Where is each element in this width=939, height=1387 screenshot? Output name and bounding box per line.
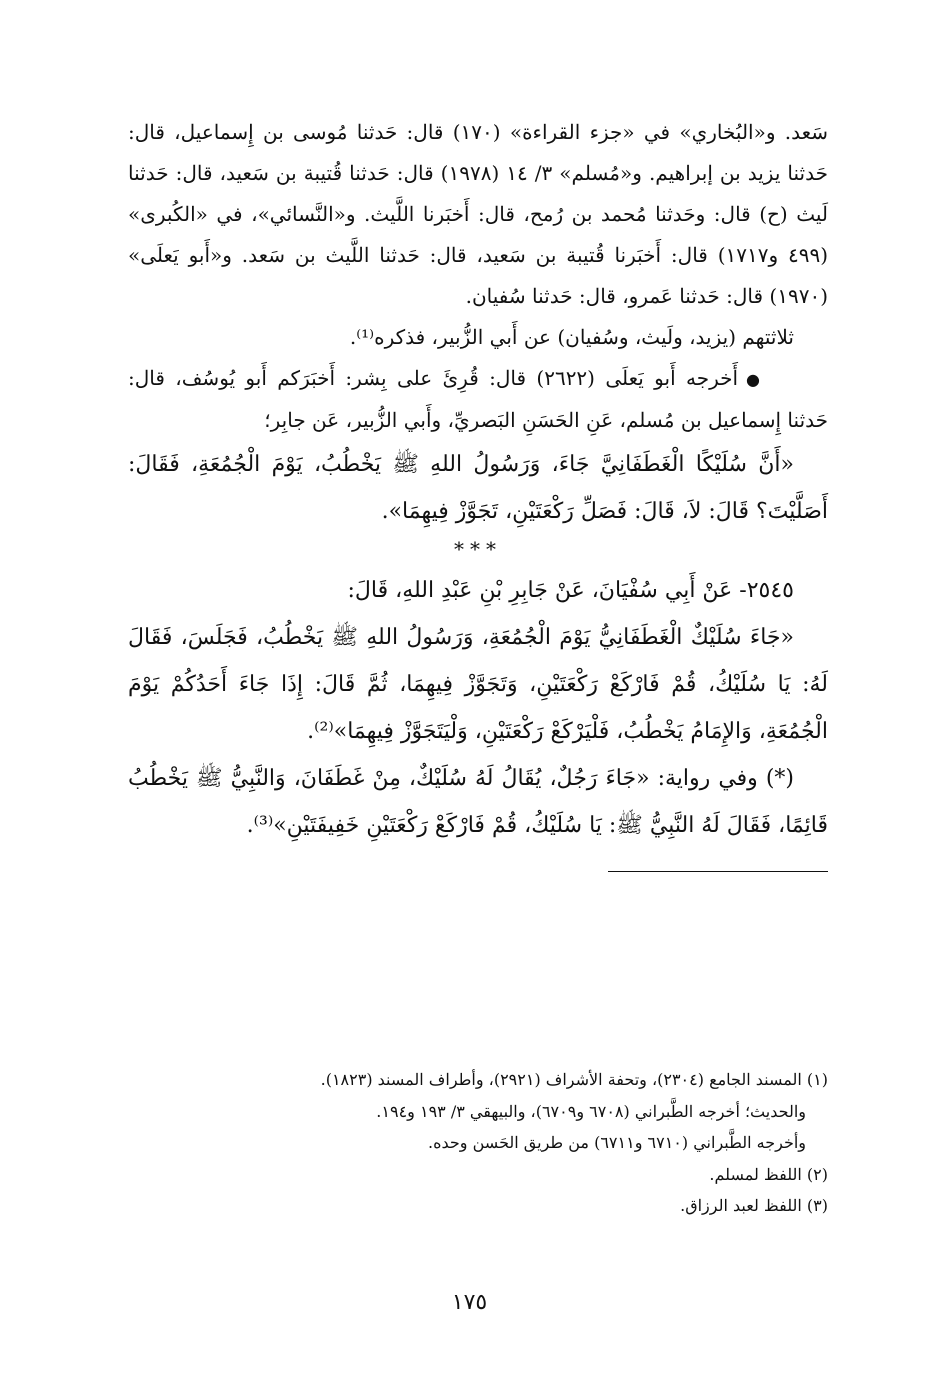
body-text <box>128 112 828 849</box>
hadith-heading-2545: ٢٥٤٥- عَنْ أَبِي سُفْيَانَ، عَنْ جَابِرِ بْنِ عَبْدِ اللهِ، قَالَ: <box>347 578 794 603</box>
main-text-block <box>128 112 828 872</box>
paragraph-abu-yala-text: أَخرجه أَبو يَعلَى (٢٦٢٢) قال: قُرِئَ على بِشر: أَخبَرَكم أَبو يُوسُف، قال: حَدثنا إِسماعيل بن مُسلم، عَنِ الحَسَنِ البَصريِّ، وأَبي الزُّبير، عَن جابِر؛ <box>128 366 828 432</box>
page-number: ١٧٥ <box>451 1290 488 1315</box>
footnote-1-continued: والحديث؛ أخرجه الطَّبراني (٦٧٠٨ و٦٧٠٩)، والبيهقي ٣/ ١٩٣ و١٩٤. <box>376 1101 806 1121</box>
footnote-1: (١) المسند الجامع (٢٣٠٤)، وتحفة الأشراف (٢٩٢١)، وأطراف المسند (١٨٢٣). <box>320 1070 828 1089</box>
hadith-text-2545: «جَاءَ سُلَيْكٌ الْغَطَفَانِيُّ يَوْمَ الْجُمُعَةِ، وَرَسُولُ اللهِ ﷺ يَخْطُبُ، فَجَلَسَ، فَقَالَ لَهُ: يَا سُلَيْكُ، قُمْ فَارْكَعْ رَكْعَتَيْنِ، وَتَجَوَّزْ فِيهِمَا، ثُمَّ قَالَ: إِذَا جَاءَ أَحَدُكُمْ يَوْمَ الْجُمُعَةِ، وَالإِمَامُ يَخْطُبُ، فَلْيَرْكَعْ رَكْعَتَيْنِ، وَلْيَتَجَوَّزْ فِيهِمَا»⁽²⁾. <box>128 625 828 744</box>
bullet-icon: ● <box>746 370 760 389</box>
hadith-text-sulayk: «أَنَّ سُلَيْكًا الْغَطَفَانِيَّ جَاءَ، وَرَسُولُ اللهِ ﷺ يَخْطُبُ، يَوْمَ الْجُمُعَةِ، فَقَالَ: أَصَلَّيْتَ؟ قَالَ: لاَ، قَالَ: فَصَلِّ رَكْعَتَيْنِ، تَجَوَّزْ فِيهِمَا». <box>128 452 828 524</box>
footnote-3: (٣) اللفظ لعبد الرزاق. <box>680 1196 828 1215</box>
paragraph-three-narrators: ثلاثتهم (يزيد، ولَيث، وسُفيان) عن أَبي الزُّبير، فذكره⁽¹⁾. <box>349 325 794 349</box>
paragraph-isnad-sources: سَعد. و«البُخاري» في «جزء القراءة» (١٧٠) قال: حَدثنا مُوسى بن إِسماعيل، قال: حَدثنا يزيد بن إبراهيم. و«مُسلم» ٣/ ١٤ (١٩٧٨) قال: حَدثنا قُتيبة بن سَعيد، قال: حَدثنا لَيث (ح) قال: وحَدثنا مُحمد بن رُمح، قال: أَخبَرنا اللَّيث. و«النَّسائي»، في «الكُبرى» (٤٩٩ و١٧١٧) قال: أَخبَرنا قُتيبة بن سَعيد، قال: حَدثنا اللَّيث بن سَعد. و«أَبو يَعلَى» (١٩٧٠) قال: حَدثنا عَمرو، قال: حَدثنا سُفيان. <box>128 120 829 308</box>
footnote-divider <box>608 871 828 872</box>
paragraph-abu-yala-chain <box>128 358 828 441</box>
footnote-2: (٢) اللفظ لمسلم. <box>709 1164 828 1184</box>
footnotes <box>128 1064 828 1222</box>
hadith-variant-riwaya: (*) وفي رواية: «جَاءَ رَجُلٌ، يُقَالُ لَهُ سُلَيْكٌ، مِنْ غَطَفَانَ، وَالنَّبِيُّ ﷺ يَخْطُبُ قَائِمًا، فَقَالَ لَهُ النَّبِيُّ ﷺ: يَا سُلَيْكُ، قُمْ فَارْكَعْ رَكْعَتَيْنِ خَفِيفَتَيْنِ»⁽³⁾. <box>128 766 828 838</box>
footnote-1-continued-2: وأخرجه الطَّبراني (٦٧١٠ و٦٧١١) من طريق الحَسن وحده. <box>428 1133 806 1152</box>
section-separator: *** <box>454 537 502 561</box>
